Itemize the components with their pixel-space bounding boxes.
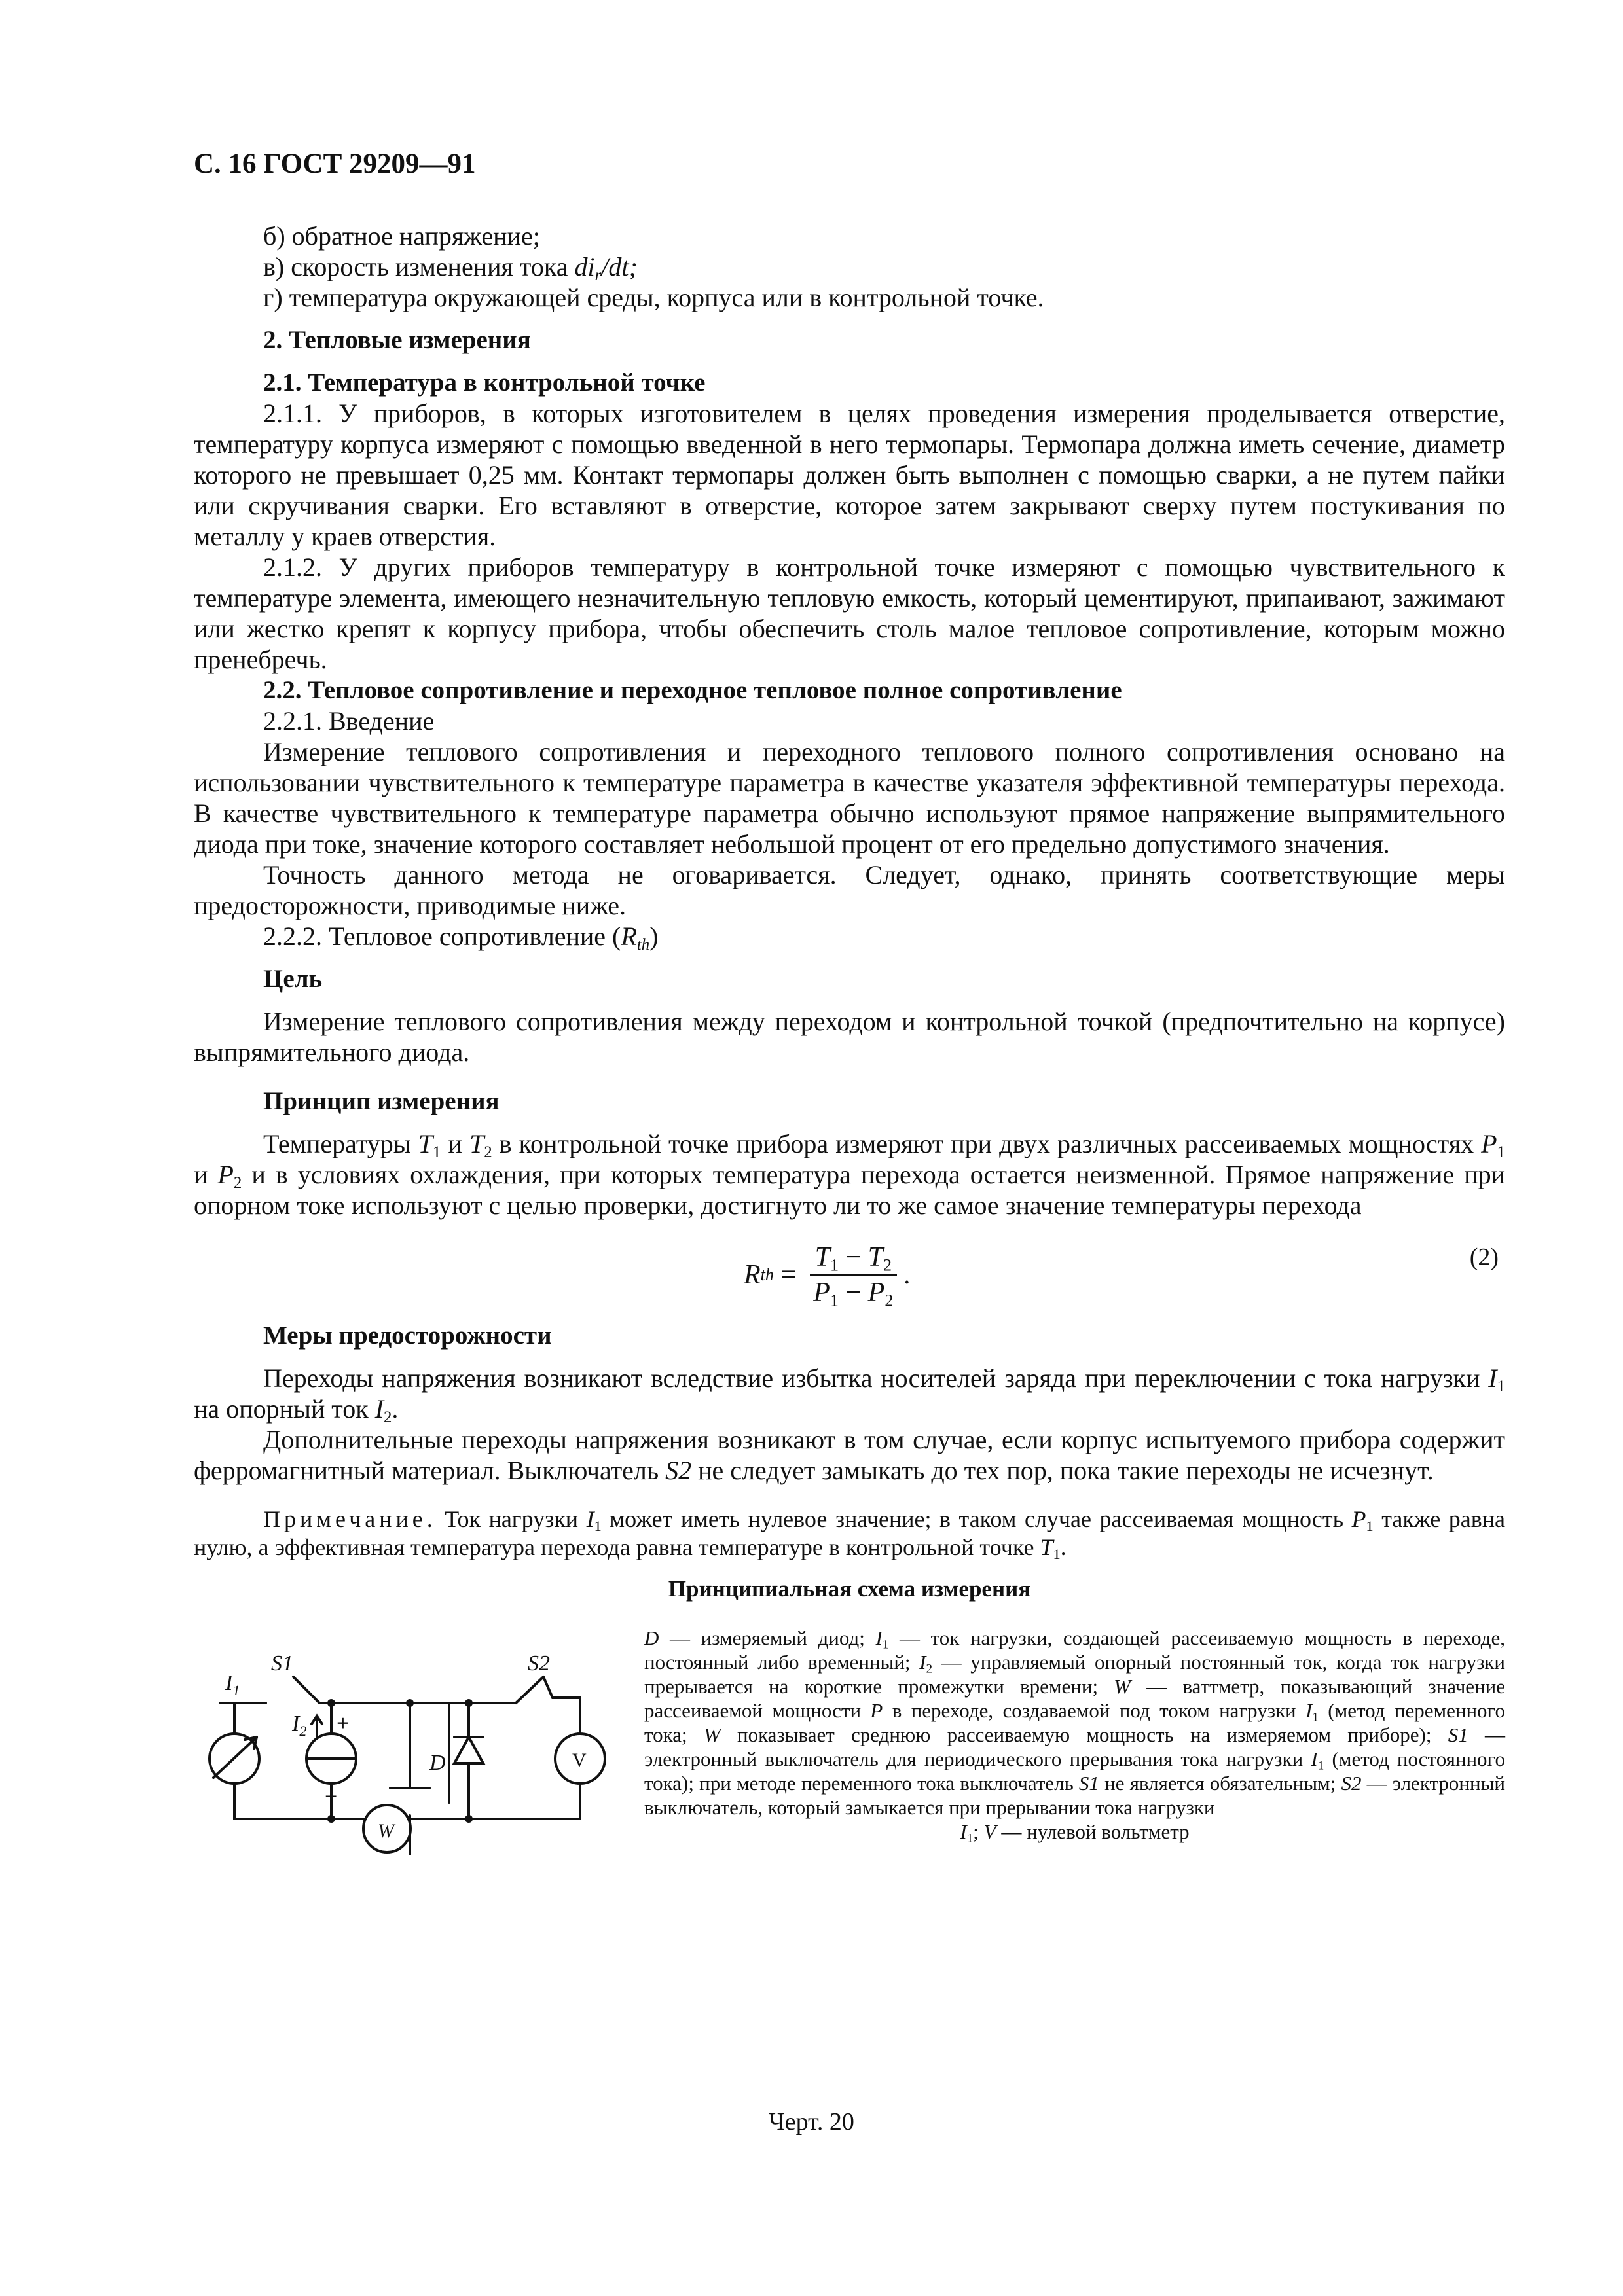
legend-last-line: $I_1$; V — нулевой вольтметр <box>960 1820 1190 1846</box>
section-2-title: 2. Тепловые измерения <box>263 326 531 354</box>
label-plus: + <box>337 1712 350 1736</box>
note: Примечание. Ток нагрузки $I_1$ может иметь нулевое значение; в таком случае рассеиваемая мощность $P_1$ также равна нулю, а эффективная температура перехода равна температуре в контрольной точке $T_1$. <box>194 1506 1505 1563</box>
goal-title: Цель <box>263 965 323 993</box>
figure-legend: D — измеряемый диод; $I_1$ — ток нагрузки, создающей рассеиваемую мощность в переходе, постоянный либо временный; $I_2$ — управляемый опорный постоянный ток, когда ток нагрузки прерывается на короткие промежутки времени; W — ваттметр, показывающий значение рассеиваемой мощности P в переходе, создаваемой под током нагрузки $I_1$ (метод переменного тока; W показывает среднюю рассеиваемую мощность на измеряемом приборе); S1 — электронный выключатель для периодического прерывания тока нагрузки $I_1$ (метод постоянного тока); при методе переменного тока выключатель S1 не является обязательным; S2 — электронный выключатель, который замыкается при прерывании тока нагрузки $I_1$; V — нулевой вольтметр <box>644 1626 1506 1846</box>
diode-symbol <box>454 1737 483 1776</box>
figure-20 <box>194 1626 1505 1907</box>
precautions-text-2: Дополнительные переходы напряжения возникают в том случае, если корпус испытуемого прибора содержит ферромагнитный материал. Выключатель S2 не следует замыкать до тех пор, пока такие переходы не исчезнут. <box>194 1425 1505 1485</box>
paragraph-accuracy: Точность данного метода не оговаривается. Следует, однако, принять соответствующие меры предосторожности, приводимые ниже. <box>194 860 1505 920</box>
formula-rth: R th = $\frac{T_1 - T_2}{P_1 - P_2}$ . <box>744 1242 911 1310</box>
precautions-text-1: Переходы напряжения возникают вследствие избытка носителей заряда при переключении с тока нагрузки $I_1$ на опорный ток $I_2$. <box>194 1363 1505 1426</box>
list-item-v: в) скорость изменения тока $di_r/dt$; <box>263 252 638 284</box>
subsection-2-2-1: 2.2.1. Введение <box>263 706 435 736</box>
principle-title: Принцип измерения <box>263 1087 500 1115</box>
section-2-1-title: 2.1. Температура в контрольной точке <box>263 368 706 397</box>
label-w: W <box>378 1820 394 1842</box>
paragraph-2-1-2: 2.1.2. У других приборов температуру в контрольной точке измеряют с помощью чувствительного к температуре элемента, имеющего незначительную тепловую емкость, который цементируют, припаивают, зажимают или жестко крепят к корпусу прибора, чтобы обеспечить столь малое тепловое сопротивление, которым можно пренебречь. <box>194 552 1505 674</box>
principle-text: Температуры $T_1$ и $T_2$ в контрольной точке прибора измеряют при двух различных рассеиваемых мощностях $P_1$ и $P_2$ и в условиях охлаждения, при которых температура перехода остается неизменной. Прямое напряжение при опорном токе используют с целью проверки, достигнуто ли то же самое значение температуры перехода <box>194 1129 1506 1220</box>
document-page <box>194 148 1505 1907</box>
subsection-2-2-2: 2.2.2. Тепловое сопротивление $(R_{th})$ <box>263 922 659 954</box>
label-d: D <box>429 1751 446 1775</box>
goal-text: Измерение теплового сопротивления между переходом и контрольной точкой (предпочтительно на корпусе) выпрямительного диода. <box>194 1007 1505 1067</box>
ammeter-load-source <box>210 1734 259 1784</box>
label-minus: − <box>325 1785 338 1809</box>
label-s1: S1 <box>271 1651 293 1676</box>
figure-caption: Принципиальная схема измерения <box>668 1576 1031 1602</box>
label-i2: $I_2$ <box>292 1712 307 1739</box>
circuit-diagram <box>194 1632 646 1855</box>
figure-number: Черт. 20 <box>769 2108 854 2136</box>
list-item-g: г) температура окружающей среды, корпуса или в контрольной точке. <box>263 283 1044 312</box>
paragraph-intro: Измерение теплового сопротивления и переходного теплового полного сопротивления основано на использовании чувствительного к температуре параметра в качестве указателя эффективной температуры перехода. В качестве чувствительного к температуре параметра обычно используют прямое напряжение выпрямительного диода при токе, значение которого составляет небольшой процент от его предельно допустимого значения. <box>194 737 1505 859</box>
precautions <box>194 1320 1505 1486</box>
page-header: С. 16 ГОСТ 29209—91 <box>194 149 476 179</box>
formula-denominator: $P_1 - P_2$ <box>813 1278 894 1310</box>
body-text <box>194 221 1505 1221</box>
section-2-2-title: 2.2. Тепловое сопротивление и переходное тепловое полное сопротивление <box>263 676 1122 704</box>
label-v: V <box>572 1749 587 1771</box>
formula-fraction <box>810 1242 897 1308</box>
formula-2 <box>194 1235 1505 1320</box>
paragraph-2-1-1: 2.1.1. У приборов, в которых изготовителем в целях проведения измерения проделывается отверстие, температуру корпуса измеряют с помощью введенной в него термопары. Термопара должна иметь сечение, диаметр которого не превышает 0,25 мм. Контакт термопары должен быть выполнен с помощью сварки, а не путем пайки или скручивания сварки. Его вставляют в отверстие, которое затем закрывают сверху путем постукивания по металлу у краев отверстия. <box>194 399 1505 551</box>
label-s2: S2 <box>528 1651 550 1676</box>
equation-number: (2) <box>1469 1244 1499 1271</box>
precautions-title: Меры предосторожности <box>263 1321 552 1350</box>
label-i1: $I_1$ <box>225 1671 240 1698</box>
list-item-b: б) обратное напряжение; <box>263 221 540 251</box>
formula-numerator: $T_1 - T_2$ <box>810 1242 897 1276</box>
